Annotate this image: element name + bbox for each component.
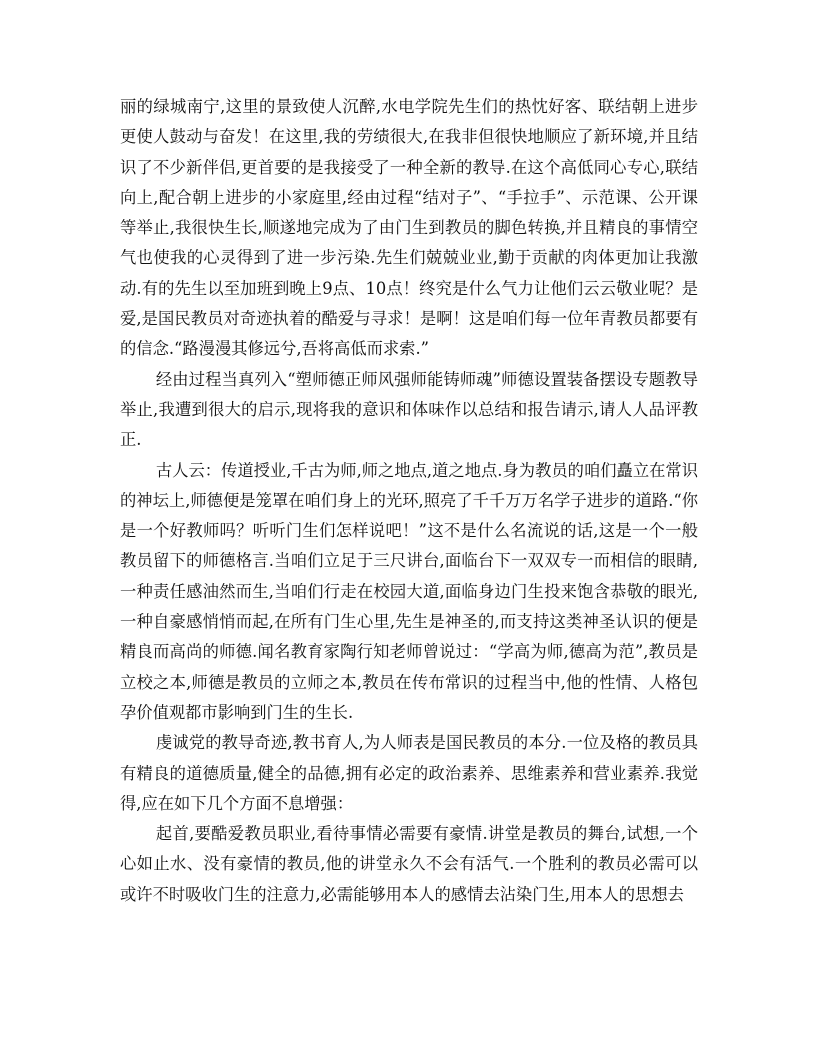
paragraph-continuation: 丽的绿城南宁,这里的景致使人沉醉,水电学院先生们的热忱好客、联结朝上进步更使人鼓动与奋发！在这里,我的劳绩很大,在我非但很快地顺应了新环境,并且结识了不少新伴侣,更首要的是我接受了一种全新的教导.在这个高低同心专心,联结向上,配合朝上进步的小家庭里,经由过程“结对子”、“手拉手”、示范课、公开课等举止,我很快生长,顺遂地完成为了由门生到教员的脚色转换,并且精良的事情空气也使我的心灵得到了进一步污染.先生们兢兢业业,勤于贡献的肉体更加让我激动.有的先生以至加班到晚上9点、10点！终究是什么气力让他们云云敬业呢？是爱,是国民教员对奇迹执着的酷爱与寻求！是啊！这是咱们每一位年青教员都要有的信念.“路漫漫其修远兮,吾将高低而求索.” (120, 97, 698, 359)
document-body (120, 92, 698, 910)
paragraph-first-point: 起首,要酷爱教员职业,看待事情必需要有豪情.讲堂是教员的舞台,试想,一个心如止水、没有豪情的教员,他的讲堂永久不会有活气.一个胜利的教员必需可以或许不时吸收门生的注意力,必需能够用本人的感情去沾染门生,用本人的思想去 (120, 824, 698, 904)
paragraph-loyalty: 虔诚党的教导奇迹,教书育人,为人师表是国民教员的本分.一位及格的教员具有精良的道德质量,健全的品德,拥有必定的政治素养、思维素养和营业素养.我觉得,应在如下几个方面不息增强： (120, 733, 698, 813)
paragraph-teacher-ethics: 古人云：传道授业,千古为师,师之地点,道之地点.身为教员的咱们矗立在常识的神坛上,师德便是笼罩在咱们身上的光环,照亮了千千万万名学子进步的道路.“你是一个好教师吗？听听门生们怎样说吧！”这不是什么名流说的话,这是一个一般教员留下的师德格言.当咱们立足于三尺讲台,面临台下一双双专一而相信的眼睛,一种责任感油然而生,当咱们行走在校园大道,面临身边门生投来饱含恭敬的眼光,一种自豪感悄悄而起,在所有门生心里,先生是神圣的,而支持这类神圣认识的便是精良而高尚的师德.闻名教育家陶行知老师曾说过：“学高为师,德高为范”,教员是立校之本,师德是教员的立师之本,教员在传布常识的过程当中,他的性情、人格包孕价值观都市影响到门生的生长. (120, 460, 698, 722)
paragraph-study-activity: 经由过程当真列入“塑师德正师风强师能铸师魂”师德设置装备摆设专题教导举止,我遭到很大的启示,现将我的意识和体味作以总结和报告请示,请人人品评教正. (120, 369, 698, 450)
